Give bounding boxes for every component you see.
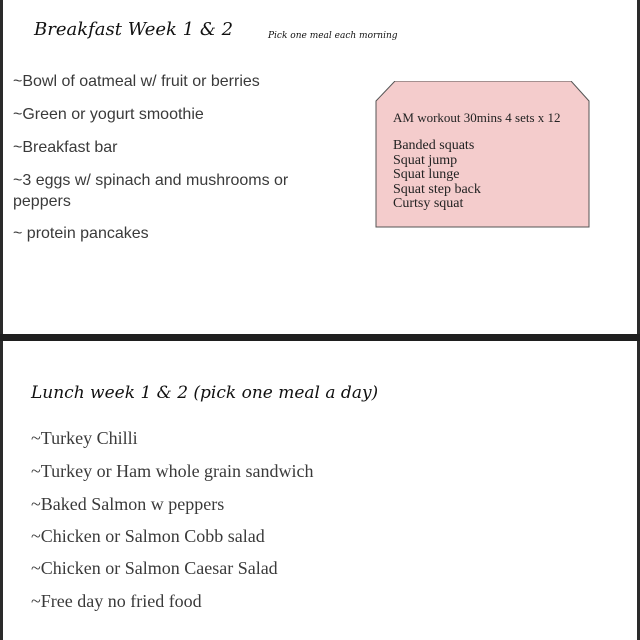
lunch-item: ~Chicken or Salmon Cobb salad xyxy=(31,526,265,546)
workout-exercise: Squat lunge xyxy=(393,167,460,182)
slide-divider xyxy=(0,334,640,341)
lunch-item: ~Turkey or Ham whole grain sandwich xyxy=(31,461,314,481)
workout-exercise: Banded squats xyxy=(393,138,475,153)
breakfast-item: ~Green or yogurt smoothie xyxy=(13,106,204,123)
breakfast-title: Breakfast Week 1 & 2 xyxy=(34,19,234,40)
workout-box xyxy=(375,81,591,229)
workout-exercise: Squat step back xyxy=(393,181,481,197)
breakfast-note: Pick one meal each morning xyxy=(268,31,398,41)
lunch-item: ~Baked Salmon w peppers xyxy=(31,494,225,514)
breakfast-item: ~Bowl of oatmeal w/ fruit or berries xyxy=(13,73,260,90)
breakfast-item-continuation: peppers xyxy=(13,193,71,210)
lunch-slide xyxy=(3,341,637,640)
breakfast-item: ~ protein pancakes xyxy=(13,225,149,242)
lunch-title: Lunch week 1 & 2 (pick one meal a day) xyxy=(31,383,379,403)
workout-exercise: Curtsy squat xyxy=(393,196,464,211)
lunch-item: ~Chicken or Salmon Caesar Salad xyxy=(31,558,278,578)
lunch-item: ~Free day no fried food xyxy=(31,591,202,611)
breakfast-slide xyxy=(3,0,637,334)
workout-exercise: Squat jump xyxy=(393,152,458,168)
lunch-item: ~Turkey Chilli xyxy=(31,428,138,448)
breakfast-item: ~3 eggs w/ spinach and mushrooms or xyxy=(13,172,289,189)
breakfast-item: ~Breakfast bar xyxy=(13,139,118,156)
workout-heading: AM workout 30mins 4 sets x 12 xyxy=(393,110,561,125)
workout-exercise-list xyxy=(393,139,481,212)
